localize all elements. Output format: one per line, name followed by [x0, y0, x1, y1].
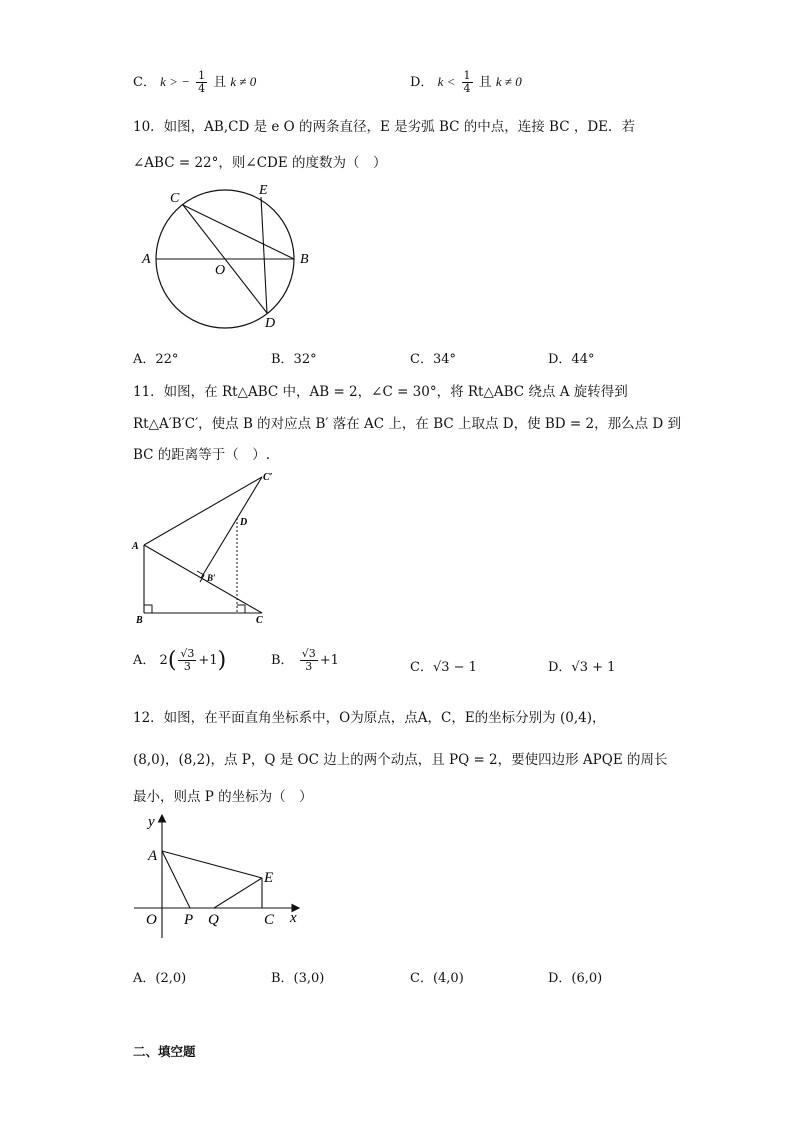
q10-option-d: D．44° — [548, 352, 595, 367]
paren-close: ) — [217, 648, 227, 673]
q12-line-1: 12．如图，在平面直角坐标系中，O为原点，点A，C，E的坐标分别为 (0,4)， — [133, 710, 606, 726]
q10-line-2: ∠ABC = 22°，则∠CDE 的度数为（ ） — [133, 155, 387, 171]
option-label: A． — [133, 653, 156, 668]
paren-open: ( — [167, 648, 177, 673]
q11-option-c: C．√3 − 1 — [410, 660, 477, 675]
fraction — [300, 648, 318, 673]
segment-ae — [162, 851, 262, 878]
option-tail: +1 — [198, 653, 218, 668]
option-text: k < — [437, 74, 456, 89]
label-p: P — [184, 912, 194, 928]
q9-option-d — [410, 70, 522, 95]
q11-triangle-figure — [128, 465, 288, 630]
fraction — [178, 648, 196, 673]
right-angle-foot — [237, 605, 245, 613]
q11-line-3: BC 的距离等于（ ）. — [133, 447, 271, 463]
fraction — [462, 70, 473, 95]
label-a: A — [148, 848, 158, 864]
segment-ac — [144, 545, 262, 613]
denominator: 3 — [305, 660, 313, 673]
option-text: k > − — [160, 74, 190, 89]
q12-option-d: D．(6,0) — [548, 971, 603, 986]
q10-circle-figure — [130, 180, 330, 340]
label-c: C — [170, 191, 180, 206]
option-label: C． — [133, 75, 156, 90]
option-text: 且 — [478, 75, 492, 90]
q11-option-a — [133, 648, 226, 673]
q11-option-b — [271, 648, 339, 673]
label-e: E — [259, 183, 268, 198]
denominator: 3 — [183, 660, 191, 673]
label-b: B — [136, 615, 143, 626]
label-c: C — [264, 912, 275, 928]
q12-line-3: 最小，则点 P 的坐标为（ ） — [133, 789, 313, 805]
chord-ed — [261, 197, 267, 313]
segment-ap — [162, 851, 190, 908]
option-label: D． — [410, 75, 434, 90]
label-o: O — [215, 263, 226, 278]
right-angle-b — [144, 605, 152, 613]
chord-cb — [183, 205, 294, 259]
label-b-prime: B′ — [207, 573, 216, 583]
option-text: 且 — [213, 75, 227, 90]
section-title: 二、填空题 — [133, 1044, 196, 1059]
q10-option-b: B．32° — [271, 352, 317, 367]
label-y: y — [148, 814, 155, 830]
label-d: D — [240, 517, 248, 528]
label-e: E — [264, 870, 274, 886]
segment-ac-prime — [144, 477, 262, 545]
segment-b-prime-c-prime — [201, 477, 262, 578]
label-o: O — [146, 912, 157, 928]
label-q: Q — [208, 912, 219, 928]
q12-line-2: (8,0)，(8,2)，点 P，Q 是 OC 边上的两个动点，且 PQ = 2，要使四边形 APQE 的周长 — [133, 752, 668, 768]
denominator: 4 — [463, 82, 471, 95]
label-a: A — [132, 541, 139, 552]
q12-option-c: C．(4,0) — [410, 971, 464, 986]
denominator: 4 — [198, 82, 206, 95]
q12-coordinate-figure — [128, 808, 313, 948]
label-d: D — [265, 316, 276, 331]
q10-line-1: 10．如图，AB,CD 是 e O 的两条直径，E 是劣弧 BC 的中点，连接 BC ，DE．若 — [133, 119, 636, 135]
q11-option-d: D．√3 + 1 — [548, 660, 616, 675]
label-c: C — [256, 615, 263, 626]
option-text: k ≠ 0 — [230, 74, 257, 89]
numerator: 1 — [463, 69, 471, 82]
option-tail: +1 — [319, 653, 339, 668]
numerator: 1 — [198, 69, 206, 82]
fraction — [196, 70, 207, 95]
coefficient: 2 — [159, 653, 168, 668]
option-text: k ≠ 0 — [495, 74, 522, 89]
label-b: B — [300, 252, 309, 267]
label-c-prime: C′ — [263, 472, 273, 483]
numerator: √3 — [301, 647, 316, 660]
label-x: x — [290, 910, 297, 926]
q11-line-2: Rt△A′B′C′，使点 B 的对应点 B′ 落在 AC 上，在 BC 上取点 D，使 BD = 2，那么点 D 到 — [133, 416, 682, 432]
label-a: A — [142, 252, 151, 267]
q11-line-1: 11．如图，在 Rt△ABC 中，AB = 2，∠C = 30°，将 Rt△ABC 绕点 A 旋转得到 — [133, 384, 628, 400]
q9-option-c — [133, 70, 256, 95]
q12-option-a: A．(2,0) — [133, 971, 187, 986]
q10-option-c: C．34° — [410, 352, 456, 367]
segment-eq — [214, 878, 262, 908]
numerator: √3 — [180, 647, 195, 660]
q10-option-a: A．22° — [133, 352, 179, 367]
q12-option-b: B．(3,0) — [271, 971, 325, 986]
option-label: B． — [271, 653, 294, 668]
